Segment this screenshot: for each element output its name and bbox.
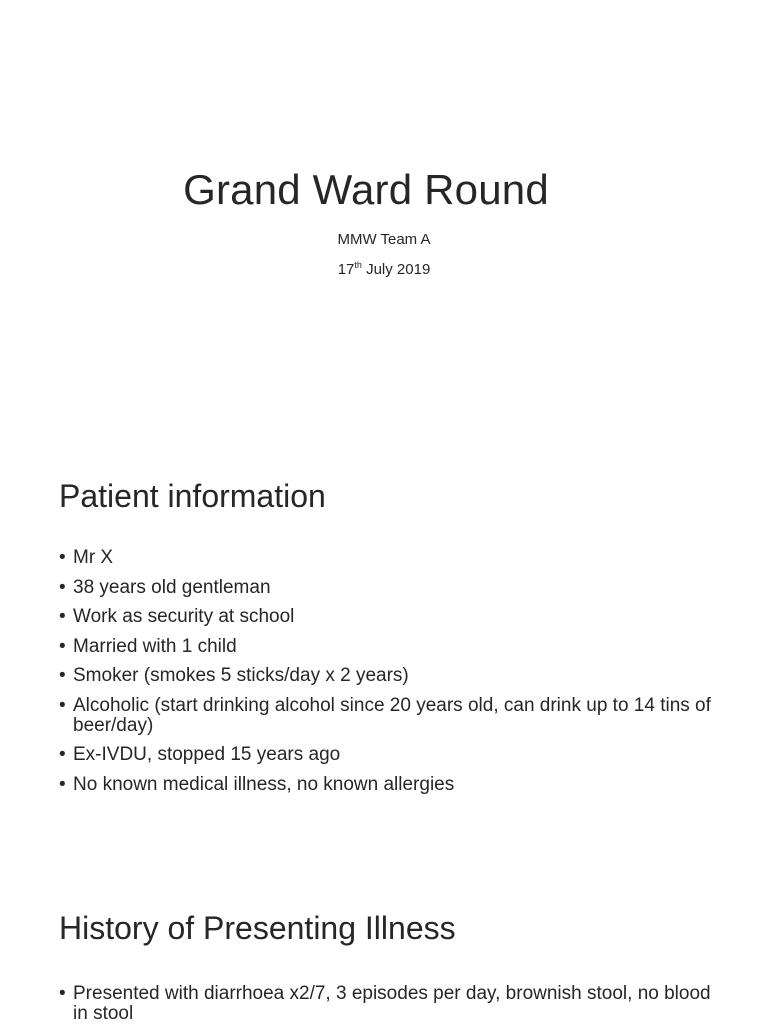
bullet-icon: • <box>59 635 66 657</box>
date-day: 17 <box>337 261 355 278</box>
patient-info-list <box>59 548 719 804</box>
list-item-text: 38 years old gentleman <box>73 576 271 598</box>
list-item <box>59 745 719 765</box>
title-slide <box>0 0 768 432</box>
list-item-text: No known medical illness, no known allergies <box>73 773 455 795</box>
list-item <box>59 578 719 598</box>
list-item-text: Married with 1 child <box>73 635 237 657</box>
list-item-text: Smoker (smokes 5 sticks/day x 2 years) <box>73 665 409 686</box>
list-item <box>59 607 719 627</box>
team-name: MMW Team A <box>337 231 431 248</box>
list-item <box>59 984 719 1024</box>
list-item <box>59 548 719 568</box>
date-suffix: th <box>354 260 362 270</box>
presenting-illness-slide <box>0 864 768 1024</box>
list-item <box>59 696 719 736</box>
bullet-icon: • <box>59 744 66 765</box>
date-month-year: July 2019 <box>361 261 431 278</box>
presentation-title: Grand Ward Round <box>183 166 549 213</box>
bullet-icon: • <box>59 576 66 598</box>
list-item <box>59 666 719 686</box>
bullet-icon: • <box>59 773 66 795</box>
list-item-text: Alcoholic (start drinking alcohol since 20 years old, can drink up to 14 tins of beer/day) <box>73 694 711 736</box>
presentation-date <box>0 260 768 278</box>
bullet-icon: • <box>59 547 66 568</box>
list-item-text: Mr X <box>73 547 114 568</box>
bullet-icon: • <box>59 606 66 627</box>
bullet-icon: • <box>59 665 66 686</box>
list-item-text: Ex-IVDU, stopped 15 years ago <box>73 744 341 765</box>
slide-heading: Patient information <box>59 478 326 514</box>
slide-heading: History of Presenting Illness <box>59 910 456 946</box>
list-item-text: Work as security at school <box>73 606 295 627</box>
presenting-illness-list <box>59 984 719 1024</box>
list-item-text: Presented with diarrhoea x2/7, 3 episodes per day, brownish stool, no blood in stool <box>73 983 711 1024</box>
patient-information-slide <box>0 432 768 864</box>
list-item <box>59 775 719 795</box>
bullet-icon: • <box>59 694 66 716</box>
bullet-icon: • <box>59 983 66 1004</box>
list-item <box>59 637 719 657</box>
